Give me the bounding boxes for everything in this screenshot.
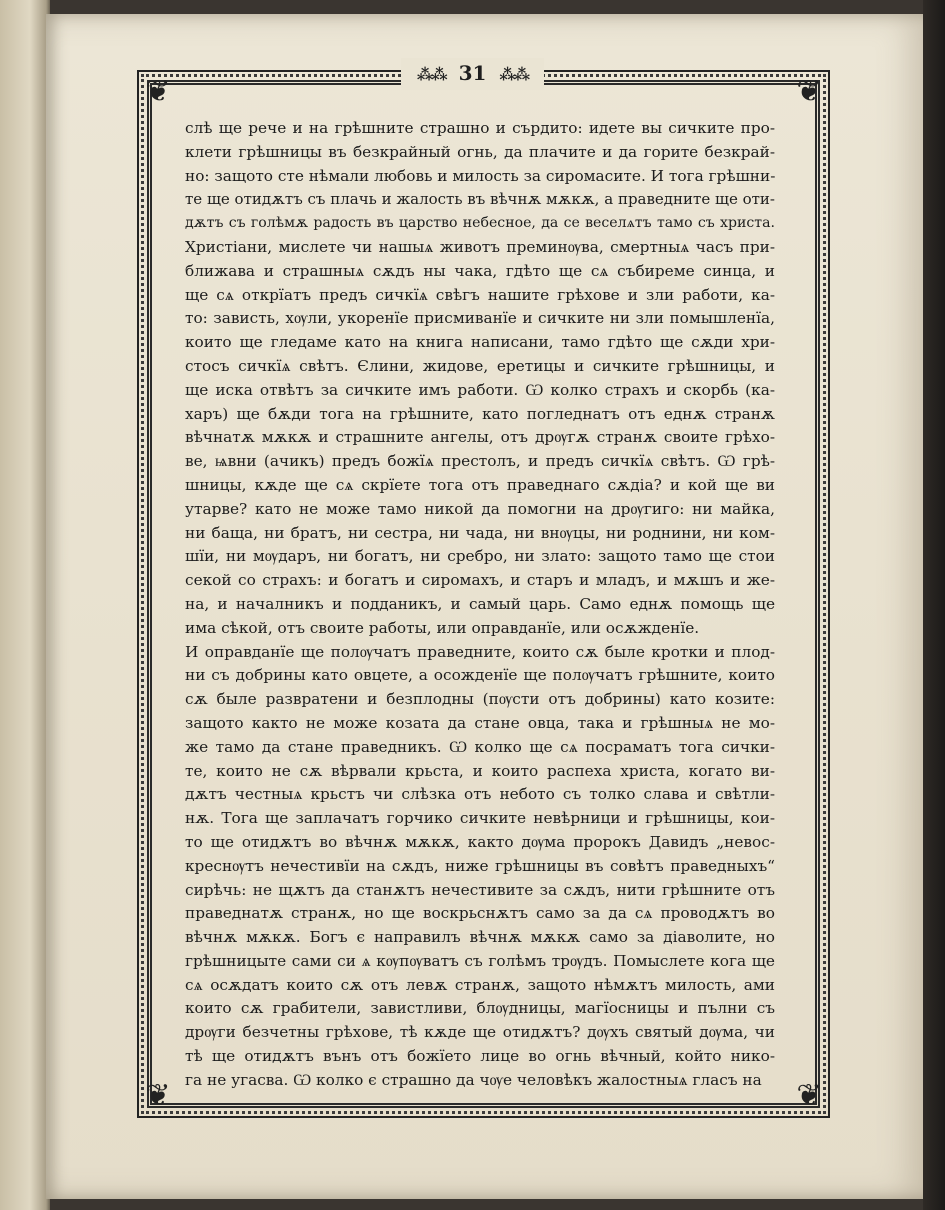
text-line: има сѣкой, отъ своите работы, или оправданїе, или осѫжденїе. (185, 618, 700, 637)
text-line: които ще гледаме като на книга написани, тамо гдѣто ще сѫди хри- (185, 333, 775, 352)
page-header (0, 58, 945, 88)
leaf-ornament-icon: ⁂⁂ (416, 65, 446, 84)
text-line: дрѹги безчетны грѣхове, тѣ кѫде ще отидѫтъ? дѹхъ святый дѹма, чи (185, 1023, 775, 1042)
right-dark-edge (923, 0, 945, 1210)
text-line: вѣчнатѫ мѫкѫ и страшните ангелы, отъ дрѹгѫ странѫ своите грѣхо- (185, 428, 775, 447)
text-line: слѣ ще рече и на грѣшните страшно и сърдито: идете вы сичките про- (185, 119, 775, 137)
text-line: секой со страхъ: и богатъ и сиромахъ, и старъ и младъ, и мѫшъ и же- (185, 571, 775, 590)
text-line: тѣ ще отидѫтъ вънъ отъ божїето лице во огнь вѣчный, който нико- (185, 1047, 775, 1066)
corner-ornament-icon: ❦ (145, 1078, 171, 1113)
text-line: га не угасва. Ѡ колко є страшно да чѹе человѣкъ жалостныѧ гласъ на (185, 1070, 762, 1089)
text-line: утарве? като не може тамо никой да помогни на дрѹгиго: ни майка, (185, 499, 775, 518)
text-line: харъ) ще бѫди тога на грѣшните, като погледнатъ отъ еднѫ странѫ (185, 404, 775, 423)
text-line: то: зависть, хѹли, укоренїе присмиванїе и сичките ни зли помышленїа, (185, 309, 775, 328)
text-line: сирѣчь: не щѫтъ да станѫтъ нечестивите за сѫдъ, нити грѣшните отъ (185, 880, 775, 899)
page-number: 31 (458, 61, 487, 85)
text-line: шницы, кѫде ще сѧ скрїете тога отъ праведнаго сѫдіа? и кой ще ви (185, 475, 775, 494)
text-line: сѫ быле развратени и безплодны (пѹсти отъ добрины) като козите: (185, 690, 775, 709)
text-line: сѧ осѫдатъ които сѫ отъ левѫ странѫ, защото нѣмѫтъ милость, ами (185, 975, 775, 994)
text-line: вѣчнѫ мѫкѫ. Богъ є направилъ вѣчнѫ мѫкѫ само за діаволите, но (185, 928, 775, 947)
text-line: креснѹтъ нечестивїи на сѫдъ, ниже грѣшницы въ совѣтъ праведныхъ“ (185, 856, 775, 875)
text-line: дѫтъ съ голѣмѫ радость въ царство небесное, да се веселѧтъ тамо съ христа. (185, 215, 775, 232)
text-line: клети грѣшницы въ безкрайный огнь, да плачите и да горите безкрай- (185, 142, 775, 161)
text-line: праведнатѫ странѫ, но ще воскрьснѫтъ само за да сѧ проводѫтъ во (185, 904, 775, 923)
text-line: нѫ. Тога ще заплачатъ горчико сичките невѣрници и грѣшницы, кои- (185, 809, 775, 828)
text-line: те ще отидѫтъ съ плачь и жалость въ вѣчнѫ мѫкѫ, а праведните ще оти- (185, 190, 775, 209)
text-line: ще иска отвѣтъ за сичките имъ работи. Ѡ колко страхъ и скорбь (ка- (185, 380, 775, 399)
text-line: дѫтъ честныѧ крьстъ чи слѣзка отъ небото съ толко слава и свѣтли- (185, 785, 775, 804)
text-line: грѣшницыте сами си ѧ кѹпѹватъ съ голѣмъ трѹдъ. Помыслете кога ще (185, 951, 775, 970)
corner-ornament-icon: ❦ (145, 74, 171, 109)
text-line: же тамо да стане праведникъ. Ѡ колко ще сѧ посраматъ тога сички- (185, 737, 775, 756)
text-line: Христіани, мислете чи нашыѧ животъ преминѹва, смертныѧ часъ при- (185, 237, 775, 256)
text-line: ве, ѩвни (ачикъ) предъ божїѧ престолъ, и предъ сичкїѧ свѣтъ. Ѡ грѣ- (185, 452, 775, 471)
text-line: то ще отидѫтъ во вѣчнѫ мѫкѫ, както дѹма пророкъ Давидъ „невос- (185, 832, 775, 851)
text-line: но: защото сте нѣмали любовь и милость за сиромасите. И тога грѣшни- (185, 166, 776, 185)
text-line: шїи, ни мѹдаръ, ни богатъ, ни сребро, ни злато: защото тамо ще стои (185, 547, 775, 566)
text-line: ни баща, ни братъ, ни сестра, ни чада, ни внѹцы, ни роднини, ни ком- (185, 523, 775, 542)
text-line: те, които не сѫ вѣрвали крьста, и които распеха христа, когато ви- (185, 761, 775, 780)
left-page-edge (0, 0, 50, 1210)
text-line: които сѫ грабители, завистливи, блѹдницы, магїосницы и пълни съ (185, 999, 775, 1018)
text-line: на, и началникъ и подданикъ, и самый царь. Само еднѫ помощь ще (185, 594, 775, 613)
text-line: И оправданїе ще полѹчатъ праведните, които сѫ быле кротки и плод- (185, 642, 775, 661)
corner-ornament-icon: ❦ (796, 1078, 822, 1113)
body-text (185, 117, 775, 1093)
corner-ornament-icon: ❦ (796, 74, 822, 109)
text-line: защото както не може козата да стане овца, така и грѣшныѧ не мо- (185, 713, 775, 732)
text-line: стосъ сичкїѧ свѣтъ. Єлини, жидове, еретицы и сичките грѣшницы, и (185, 356, 775, 375)
text-line: ще сѧ открїатъ предъ сичкїѧ свѣгъ нашите грѣхове и зли работи, ка- (185, 285, 775, 304)
text-line: ни съ добрины като овцете, а осожденїе ще полѹчатъ грѣшните, които (185, 666, 775, 685)
leaf-ornament-icon: ⁂⁂ (499, 65, 529, 84)
text-line: ближава и страшныѧ сѫдъ ны чака, гдѣто ще сѧ събиреме синца, и (185, 261, 775, 280)
